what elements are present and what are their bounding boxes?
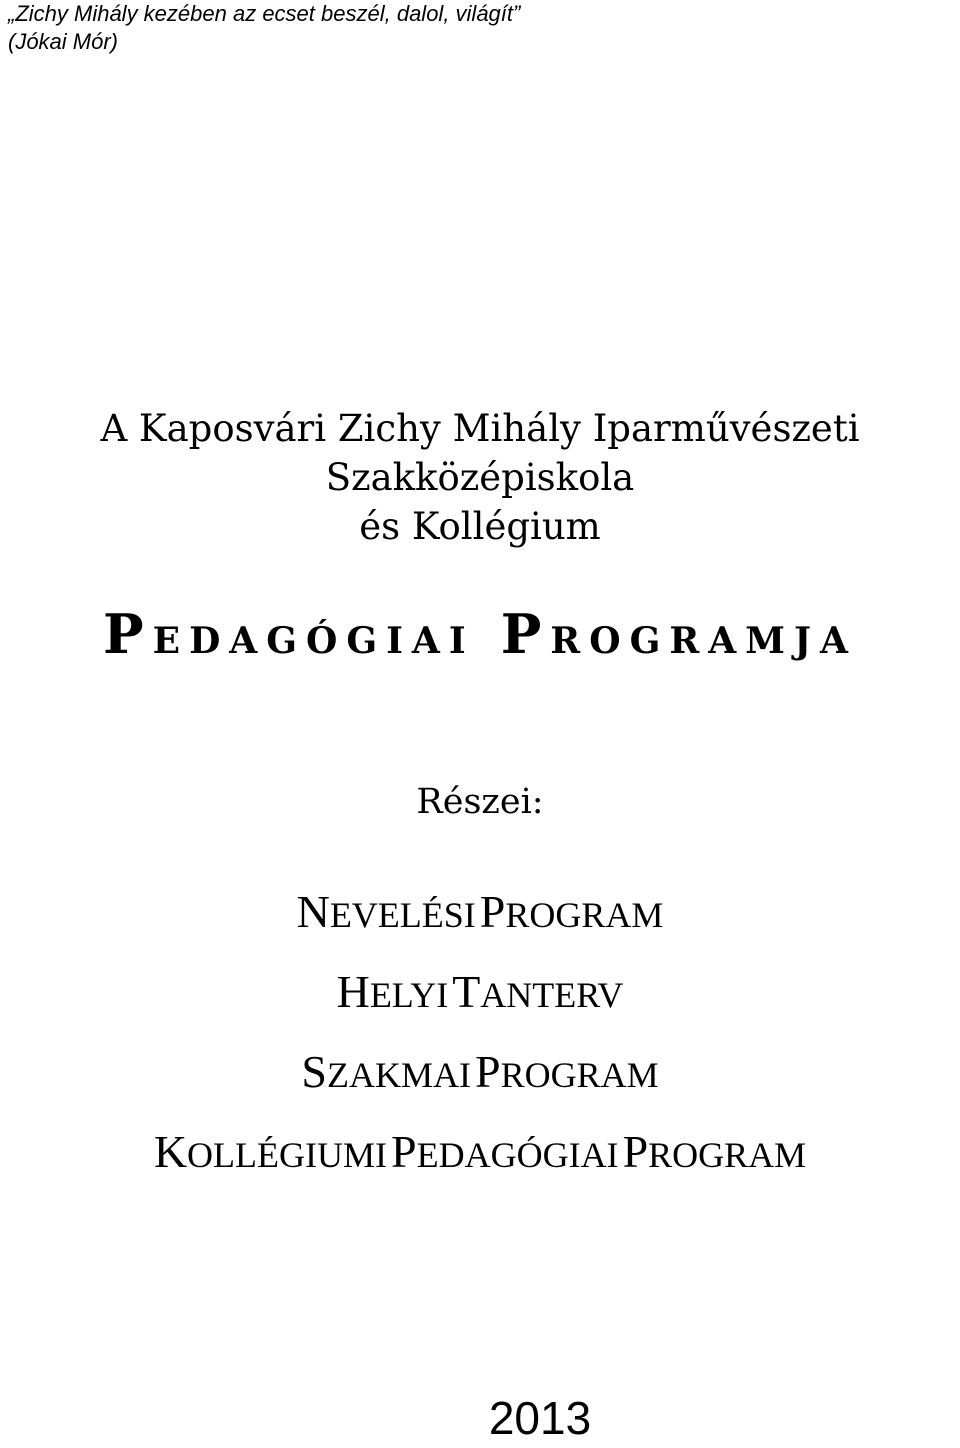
year: 2013 (488, 1392, 592, 1444)
document-title: PEDAGÓGIAI PROGRAMJA (103, 602, 857, 666)
parts-list-item: NEVELÉSI PROGRAM (296, 886, 664, 937)
school-name (0, 404, 960, 551)
school-name-line: és Kollégium (359, 505, 601, 548)
parts-label: Részei: (416, 782, 544, 822)
school-name-line: Szakközépiskola (325, 456, 635, 499)
school-name-line: A Kaposvári Zichy Mihály Iparművészeti (100, 407, 860, 450)
motto-author: (Jókai Mór) (8, 29, 119, 54)
motto-block (8, 0, 520, 56)
motto-quote: „Zichy Mihály kezében az ecset beszél, dalol, világít” (8, 1, 521, 26)
parts-list-item: HELYI TANTERV (336, 966, 624, 1017)
parts-list-item: SZAKMAI PROGRAM (301, 1046, 659, 1097)
parts-list-item: KOLLÉGIUMI PEDAGÓGIAI PROGRAM (153, 1126, 807, 1177)
parts-list (0, 882, 960, 1202)
